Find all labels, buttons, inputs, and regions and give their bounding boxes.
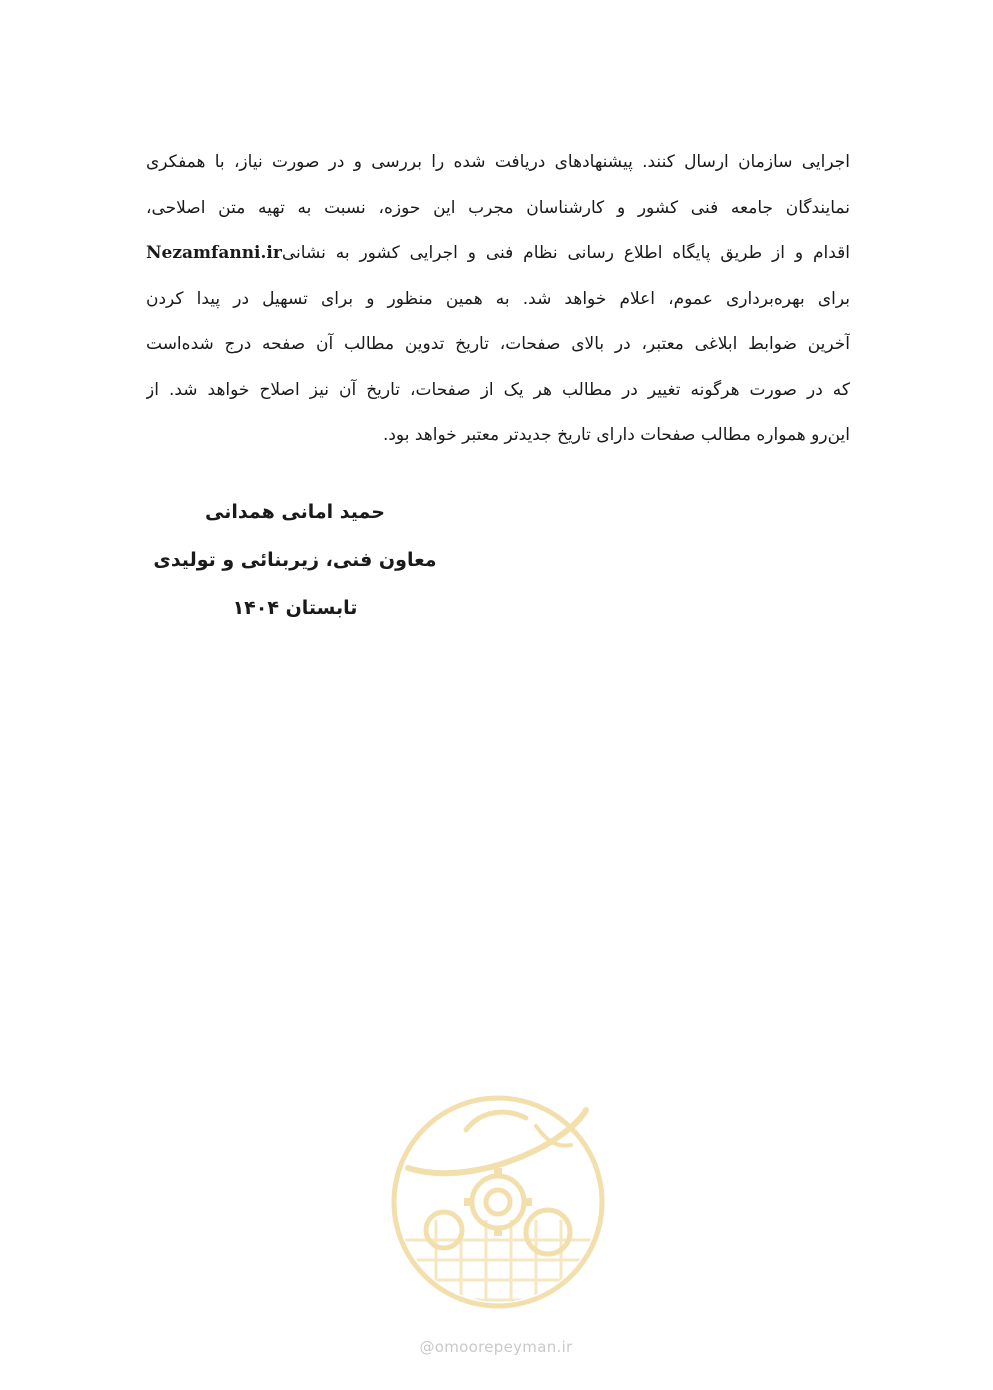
watermark-logo-icon [386,1090,610,1370]
website-address: Nezamfanni.ir [146,243,282,263]
paragraph-line-3 [146,231,850,277]
paragraph-line-7: این‌رو همواره مطالب صفحات دارای تاریخ جدیدتر معتبر خواهد بود. [382,425,850,445]
signatory-name: حمید امانی همدانی [205,501,385,523]
paragraph-line-1: اجرایی سازمان ارسال کنند. پیشنهادهای دریافت شده را بررسی و در صورت نیاز، با همفکری [146,152,850,172]
paragraph-line-3-text: اقدام و از طریق پایگاه اطلاع رسانی نظام فنی و اجرایی کشور به نشانی [281,243,850,263]
signature-date: تابستان ۱۴۰۴ [232,597,358,619]
body-paragraph [146,140,850,459]
paragraph-line-6: که در صورت هرگونه تغییر در مطالب هر یک از صفحات، تاریخ آن نیز اصلاح خواهد شد. از [146,379,850,400]
paragraph-line-5: آخرین ضوابط ابلاغی معتبر، در بالای صفحات، تاریخ تدوین مطالب آن صفحه درج شده‌است [146,334,850,354]
signatory-position: معاون فنی، زیربنائی و تولیدی [153,549,437,571]
paragraph-line-2: نمایندگان جامعه فنی کشور و کارشناسان مجرب این حوزه، نسبت به تهیه متن اصلاحی، [146,197,850,218]
paragraph-line-4: برای بهره‌برداری عموم، اعلام خواهد شد. به همین منظور و برای تسهیل در پیدا کردن [146,288,850,309]
watermark-caption: @omoorepeyman.ir [419,1338,573,1356]
signature-block [150,488,440,632]
